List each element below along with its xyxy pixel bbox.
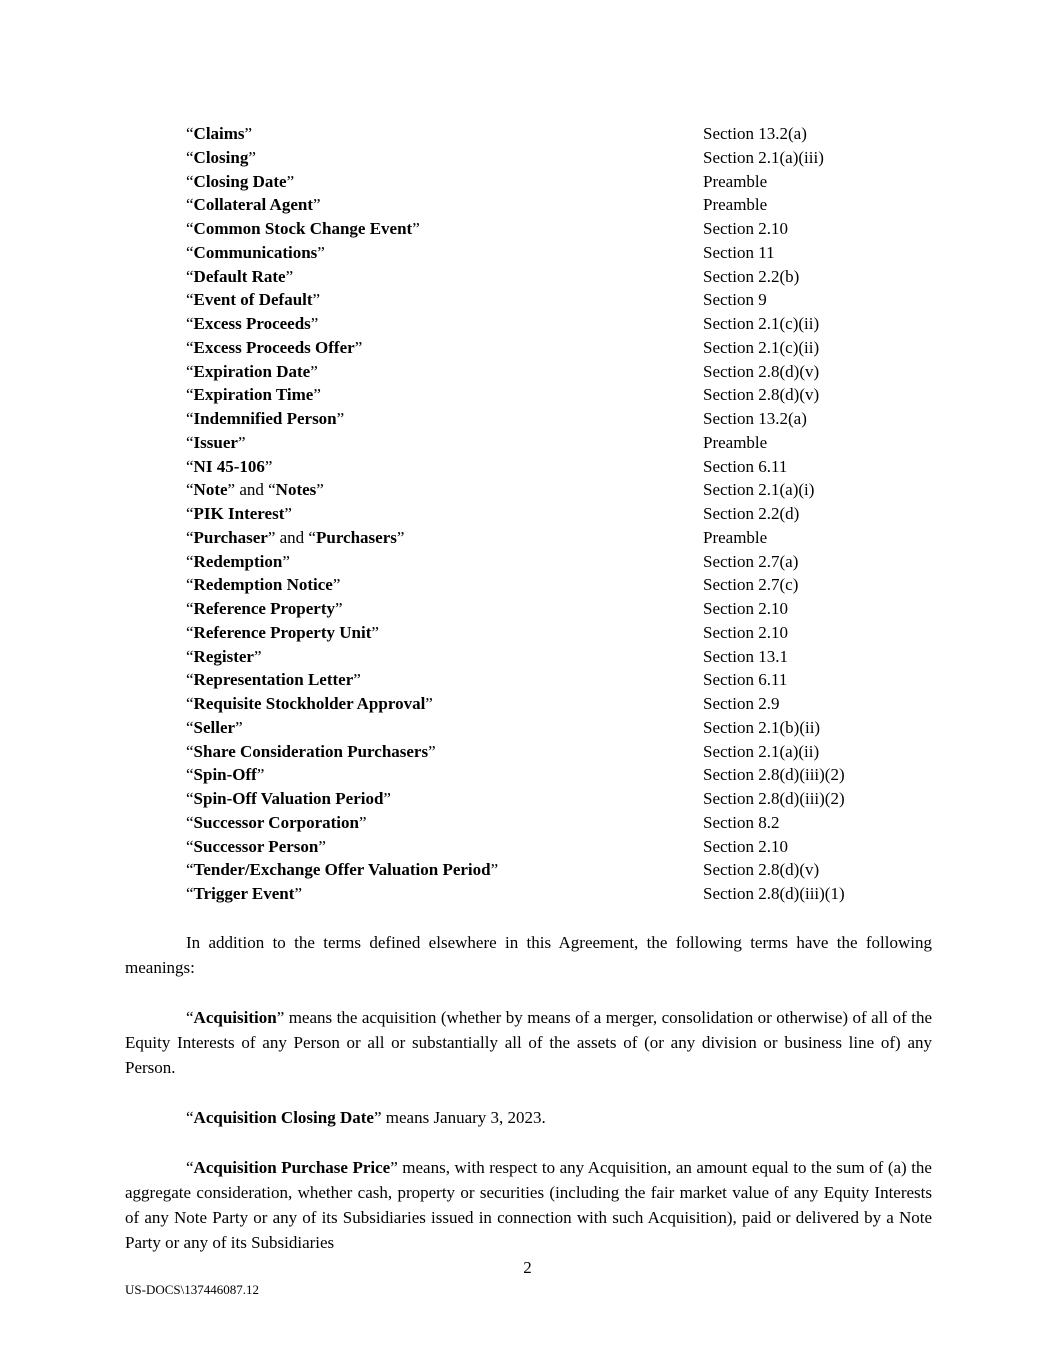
term-section-reference: Section 2.1(b)(ii) — [703, 717, 821, 737]
term-name: “Issuer” — [186, 432, 246, 452]
term-name: “Seller” — [186, 717, 243, 737]
term-row — [125, 265, 932, 289]
term-row — [125, 122, 932, 146]
term-section-reference: Section 2.7(a) — [703, 551, 799, 571]
term-name: “Expiration Date” — [186, 361, 318, 381]
term-row — [125, 431, 932, 455]
term-name: “Redemption Notice” — [186, 575, 341, 595]
term-row — [125, 146, 932, 170]
term-row — [125, 455, 932, 479]
term-row — [125, 597, 932, 621]
term-name: “Tender/Exchange Offer Valuation Period” — [186, 860, 499, 880]
term-name: “Successor Corporation” — [186, 812, 367, 832]
term-row — [125, 573, 932, 597]
term-row — [125, 692, 932, 716]
term-name: “PIK Interest” — [186, 504, 292, 523]
paragraph: “Acquisition” means the acquisition (whether by means of a merger, consolidation or otherwise) of all of the Equity Interests of any Person or all or substantially all of the assets of (or any division or business line of) any Person. — [125, 1007, 932, 1077]
term-section-reference: Section 2.7(c) — [703, 575, 799, 595]
term-row — [125, 882, 932, 906]
term-row — [125, 336, 932, 360]
term-row — [125, 383, 932, 407]
term-row — [125, 550, 932, 574]
term-section-reference: Preamble — [703, 527, 768, 547]
term-section-reference: Section 2.10 — [703, 836, 788, 856]
term-row — [125, 478, 932, 502]
term-section-reference: Section 2.1(a)(i) — [703, 480, 815, 500]
term-name: “NI 45-106” — [186, 456, 273, 476]
term-row — [125, 526, 932, 550]
term-section-reference: Section 2.8(d)(iii)(2) — [703, 789, 845, 808]
term-row — [125, 502, 932, 526]
term-section-reference: Section 2.8(d)(v) — [703, 385, 820, 405]
term-row — [125, 787, 932, 811]
term-section-reference: Section 2.8(d)(iii)(2) — [703, 765, 845, 785]
term-name: “Closing” — [186, 147, 256, 167]
term-section-reference: Section 2.2(b) — [703, 266, 800, 286]
page-content — [125, 122, 932, 1280]
paragraph: In addition to the terms defined elsewhere in this Agreement, the following terms have the following meanings: — [125, 932, 932, 977]
term-name: “Redemption” — [186, 551, 290, 571]
term-section-reference: Section 2.8(d)(v) — [703, 860, 820, 880]
term-section-reference: Section 2.10 — [703, 622, 788, 642]
term-section-reference: Section 8.2 — [703, 812, 780, 832]
term-section-reference: Section 2.10 — [703, 219, 788, 238]
term-name: “Representation Letter” — [186, 670, 361, 690]
body-paragraphs — [125, 930, 932, 1255]
term-name: “Register” — [186, 646, 262, 666]
term-section-reference: Section 13.1 — [703, 646, 788, 666]
term-section-reference: Section 13.2(a) — [703, 409, 807, 428]
term-row — [125, 740, 932, 764]
term-row — [125, 288, 932, 312]
term-row — [125, 668, 932, 692]
page-number: 2 — [523, 1258, 532, 1277]
term-row — [125, 312, 932, 336]
term-name: “Reference Property” — [186, 599, 343, 618]
definitions-list — [125, 122, 932, 906]
term-name: “Requisite Stockholder Approval” — [186, 694, 433, 713]
term-section-reference: Section 2.9 — [703, 694, 780, 713]
term-name: “Indemnified Person” — [186, 409, 345, 428]
term-section-reference: Section 2.1(c)(ii) — [703, 314, 820, 333]
term-section-reference: Section 6.11 — [703, 670, 788, 690]
term-row — [125, 835, 932, 859]
term-section-reference: Section 6.11 — [703, 456, 788, 476]
term-name: “Spin-Off” — [186, 765, 265, 785]
term-section-reference: Section 2.1(a)(ii) — [703, 741, 820, 761]
term-name: “Excess Proceeds” — [186, 314, 319, 333]
term-name: “Share Consideration Purchasers” — [186, 741, 436, 761]
term-name: “Trigger Event” — [186, 884, 302, 903]
term-section-reference: Section 2.8(d)(iii)(1) — [703, 884, 845, 903]
paragraph: “Acquisition Purchase Price” means, with respect to any Acquisition, an amount equal to the sum of (a) the aggregate consideration, whether cash, property or securities (including the fair market value of any Equity Interests of any Note Party or any of its Subsidiaries issued in connection with such Acquisition), paid or delivered by a Note Party or any of its Subsidiaries — [125, 1157, 932, 1252]
term-name: “Expiration Time” — [186, 385, 321, 405]
term-row — [125, 241, 932, 265]
term-row — [125, 716, 932, 740]
term-row — [125, 621, 932, 645]
term-row — [125, 763, 932, 787]
term-row — [125, 360, 932, 384]
term-name: “Event of Default” — [186, 290, 321, 310]
term-section-reference: Section 9 — [703, 290, 767, 310]
term-row — [125, 645, 932, 669]
term-name: “Claims” — [186, 124, 253, 143]
term-row — [125, 217, 932, 241]
term-name: “Common Stock Change Event” — [186, 219, 420, 238]
term-row — [125, 858, 932, 882]
term-name: “Note” and “Notes” — [186, 480, 324, 500]
term-section-reference: Preamble — [703, 171, 768, 191]
term-section-reference: Section 2.8(d)(v) — [703, 361, 820, 381]
term-name: “Spin-Off Valuation Period” — [186, 789, 391, 808]
term-row — [125, 407, 932, 431]
term-name: “Closing Date” — [186, 171, 295, 191]
term-section-reference: Section 2.10 — [703, 599, 788, 618]
term-name: “Reference Property Unit” — [186, 622, 379, 642]
term-name: “Collateral Agent” — [186, 195, 321, 215]
term-name: “Successor Person” — [186, 836, 326, 856]
term-name: “Communications” — [186, 242, 325, 262]
term-row — [125, 170, 932, 194]
term-name: “Excess Proceeds Offer” — [186, 337, 363, 357]
term-section-reference: Preamble — [703, 195, 768, 215]
paragraph: “Acquisition Closing Date” means January 3, 2023. — [186, 1107, 546, 1127]
term-section-reference: Section 13.2(a) — [703, 124, 807, 143]
term-row — [125, 193, 932, 217]
term-name: “Purchaser” and “Purchasers” — [186, 527, 405, 547]
term-name: “Default Rate” — [186, 266, 294, 286]
term-section-reference: Section 2.2(d) — [703, 504, 800, 523]
term-section-reference: Section 2.1(a)(iii) — [703, 147, 824, 167]
term-section-reference: Section 2.1(c)(ii) — [703, 337, 820, 357]
term-section-reference: Preamble — [703, 432, 768, 452]
footer-doc-id: US-DOCS\137446087.12 — [125, 1282, 259, 1297]
term-section-reference: Section 11 — [703, 242, 775, 262]
term-row — [125, 811, 932, 835]
